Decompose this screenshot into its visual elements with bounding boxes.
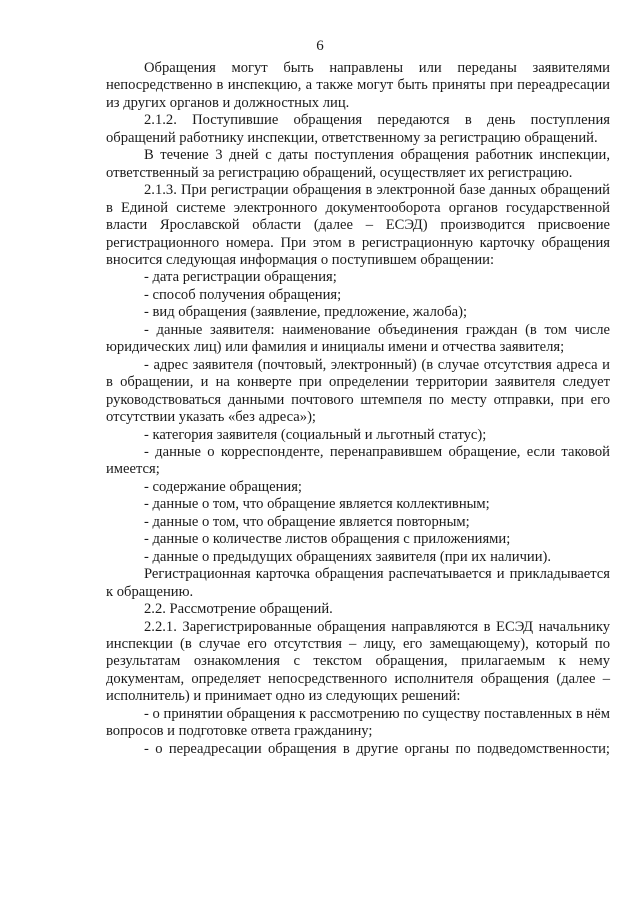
section-heading-2-2: 2.2. Рассмотрение обращений. — [144, 601, 333, 618]
list-item-redirect: - о переадресации обращения в другие органы по подведомственности; — [144, 740, 610, 757]
paragraph-registration-deadline: В течение 3 дней с даты поступления обращения работник инспекции, ответственный за регистрацию обращений, осуществляет их регистрацию. — [106, 147, 610, 181]
paragraph-registration-card: Регистрационная карточка обращения распечатывается и прикладывается к обращению. — [106, 566, 610, 600]
list-item-registration-date: - дата регистрации обращения; — [144, 269, 337, 286]
list-item-appeal-content: - содержание обращения; — [144, 478, 302, 495]
list-item-collective: - данные о том, что обращение является коллективным; — [144, 496, 490, 513]
list-item-sheet-count: - данные о количестве листов обращения с приложениями; — [144, 531, 511, 548]
list-item-repeated: - данные о том, что обращение является повторным; — [144, 513, 470, 530]
paragraph-appeals-submission: Обращения могут быть направлены или переданы заявителями непосредственно в инспекцию, а также могут быть приняты при переадресации из других органов и должностных лиц. — [106, 60, 610, 111]
list-item-receipt-method: - способ получения обращения; — [144, 286, 342, 303]
page-number: 6 — [316, 38, 324, 54]
paragraph-2-1-2: 2.1.2. Поступившие обращения передаются в день поступления обращений работнику инспекции, ответственному за регистрацию обращений. — [106, 112, 610, 146]
list-item-applicant-address: - адрес заявителя (почтовый, электронный) (в случае отсутствия адреса и в обращении, и на конверте при определении территории заявителя следует руководствоваться данными почтового штемпеля по месту отправки, при его отсутствии указать «без адреса»); — [106, 356, 610, 426]
paragraph-2-2-1: 2.2.1. Зарегистрированные обращения направляются в ЕСЭД начальнику инспекции (в случае его отсутствия – лицу, его замещающему), который по результатам ознакомления с текстом обращения, прилагаемым к нему документам, определяет непосредственного исполнителя обращения (далее – исполнитель) и принимает одно из следующих решений: — [106, 618, 610, 705]
list-item-applicant-data: - данные заявителя: наименование объединения граждан (в том числе юридических лиц) или фамилия и инициалы имени и отчества заявителя; — [106, 321, 610, 356]
paragraph-2-1-3: 2.1.3. При регистрации обращения в электронной базе данных обращений в Единой системе электронного документооборота органов государственной власти Ярославской области (далее – ЕСЭД) производится присвоение регистрационного номера. При этом в регистрационную карточку обращения вносится следующая информация о поступившем обращении: — [106, 182, 610, 268]
list-item-accept-for-review: - о принятии обращения к рассмотрению по существу поставленных в нём вопросов и подготовке ответа гражданину; — [106, 705, 610, 740]
document-body — [106, 60, 610, 758]
list-item-appeal-type: - вид обращения (заявление, предложение, жалоба); — [144, 304, 468, 321]
list-item-previous-appeals: - данные о предыдущих обращениях заявителя (при их наличии). — [144, 548, 552, 565]
list-item-applicant-category: - категория заявителя (социальный и льготный статус); — [144, 426, 487, 443]
list-item-correspondent-data: - данные о корреспонденте, перенаправившем обращение, если таковой имеется; — [106, 443, 610, 478]
